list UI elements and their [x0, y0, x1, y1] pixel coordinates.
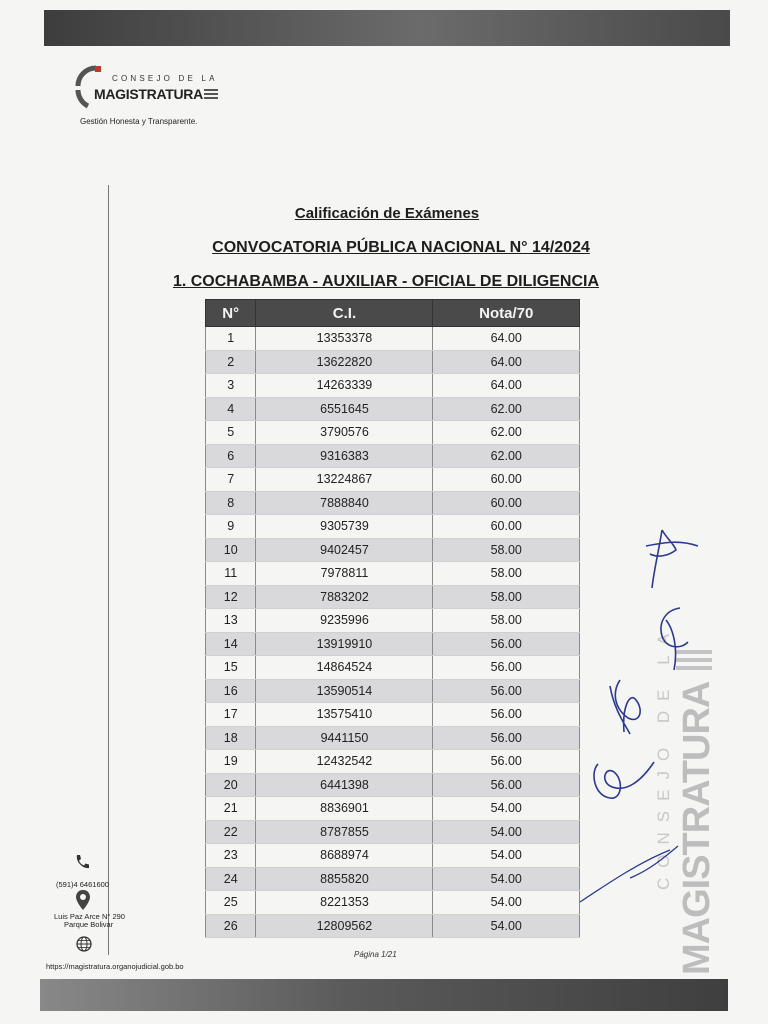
- globe-icon: [76, 936, 92, 952]
- top-header-band: [44, 10, 730, 46]
- table-row: [206, 750, 580, 774]
- table-row: [206, 421, 580, 445]
- bottom-footer-band: [40, 979, 728, 1011]
- cell-nota: 64.00: [433, 374, 580, 398]
- table-body: [206, 327, 580, 938]
- cell-nota: 54.00: [433, 844, 580, 868]
- cell-nota: 62.00: [433, 421, 580, 445]
- cell-ci: 8787855: [256, 820, 433, 844]
- cell-ci: 8836901: [256, 797, 433, 821]
- cell-number: 19: [206, 750, 256, 774]
- cell-nota: 58.00: [433, 585, 580, 609]
- cell-ci: 8855820: [256, 867, 433, 891]
- cell-number: 3: [206, 374, 256, 398]
- page-number: Página 1/21: [354, 950, 397, 959]
- cell-number: 9: [206, 515, 256, 539]
- cell-number: 21: [206, 797, 256, 821]
- table-row: [206, 444, 580, 468]
- cell-ci: 8221353: [256, 891, 433, 915]
- table-row: [206, 703, 580, 727]
- table-row: [206, 656, 580, 680]
- table-row: [206, 468, 580, 492]
- location-pin-icon: [76, 890, 90, 910]
- cell-ci: 7883202: [256, 585, 433, 609]
- cell-nota: 56.00: [433, 726, 580, 750]
- table-row: [206, 397, 580, 421]
- cell-ci: 9316383: [256, 444, 433, 468]
- cell-number: 22: [206, 820, 256, 844]
- cell-ci: 13622820: [256, 350, 433, 374]
- cell-nota: 56.00: [433, 703, 580, 727]
- table-row: [206, 374, 580, 398]
- cell-number: 15: [206, 656, 256, 680]
- table-row: [206, 797, 580, 821]
- table-row: [206, 773, 580, 797]
- table-row: [206, 867, 580, 891]
- table-row: [206, 844, 580, 868]
- cell-number: 1: [206, 327, 256, 351]
- contact-address-line2: Parque Bolivar: [64, 920, 114, 929]
- cell-ci: 13919910: [256, 632, 433, 656]
- cell-ci: 9441150: [256, 726, 433, 750]
- cell-ci: 7888840: [256, 491, 433, 515]
- seal-magistratura-text: MAGISTRATURA: [676, 681, 718, 975]
- table-row: [206, 914, 580, 938]
- cell-ci: 13590514: [256, 679, 433, 703]
- cell-number: 13: [206, 609, 256, 633]
- cell-nota: 60.00: [433, 491, 580, 515]
- table-row: [206, 585, 580, 609]
- cell-ci: 13224867: [256, 468, 433, 492]
- table-header-row: [206, 300, 580, 327]
- cell-ci: 9402457: [256, 538, 433, 562]
- cell-ci: 6551645: [256, 397, 433, 421]
- cell-number: 6: [206, 444, 256, 468]
- cell-number: 2: [206, 350, 256, 374]
- cell-nota: 54.00: [433, 891, 580, 915]
- table-row: [206, 350, 580, 374]
- cell-ci: 7978811: [256, 562, 433, 586]
- handwritten-signatures: [570, 510, 720, 910]
- cell-number: 16: [206, 679, 256, 703]
- contact-address-line1: Luis Paz Arce N° 290: [54, 912, 125, 921]
- cell-number: 11: [206, 562, 256, 586]
- cell-nota: 64.00: [433, 350, 580, 374]
- contact-url[interactable]: https://magistratura.organojudicial.gob.bo: [46, 962, 184, 971]
- cell-ci: 12432542: [256, 750, 433, 774]
- column-header-ci: C.I.: [256, 300, 433, 327]
- logo-name-text: MAGISTRATURA: [94, 86, 203, 102]
- table-row: [206, 679, 580, 703]
- cell-number: 23: [206, 844, 256, 868]
- contact-phone: (591)4 6461600: [56, 880, 109, 889]
- table-row: [206, 891, 580, 915]
- cell-number: 26: [206, 914, 256, 938]
- logo: [74, 60, 244, 130]
- column-header-number: N°: [206, 300, 256, 327]
- cell-nota: 56.00: [433, 773, 580, 797]
- cell-number: 20: [206, 773, 256, 797]
- table-row: [206, 327, 580, 351]
- margin-line: [108, 185, 109, 955]
- cell-number: 18: [206, 726, 256, 750]
- cell-ci: 6441398: [256, 773, 433, 797]
- seal-consejo-text: CONSEJO DE LA: [654, 623, 673, 890]
- cell-nota: 56.00: [433, 632, 580, 656]
- table-row: [206, 491, 580, 515]
- cell-number: 17: [206, 703, 256, 727]
- cell-nota: 56.00: [433, 656, 580, 680]
- cell-ci: 9305739: [256, 515, 433, 539]
- cell-number: 8: [206, 491, 256, 515]
- cell-ci: 3790576: [256, 421, 433, 445]
- phone-icon: [74, 854, 90, 870]
- cell-nota: 56.00: [433, 750, 580, 774]
- cell-ci: 8688974: [256, 844, 433, 868]
- table-row: [206, 632, 580, 656]
- table-row: [206, 562, 580, 586]
- convocatoria-heading: CONVOCATORIA PÚBLICA NACIONAL N° 14/2024: [212, 239, 590, 256]
- cell-nota: 58.00: [433, 609, 580, 633]
- cell-nota: 62.00: [433, 444, 580, 468]
- cell-number: 12: [206, 585, 256, 609]
- cell-ci: 12809562: [256, 914, 433, 938]
- table-row: [206, 820, 580, 844]
- cell-nota: 56.00: [433, 679, 580, 703]
- cell-ci: 13575410: [256, 703, 433, 727]
- table-row: [206, 515, 580, 539]
- cell-number: 14: [206, 632, 256, 656]
- grades-table: [205, 299, 580, 938]
- cell-nota: 58.00: [433, 562, 580, 586]
- cell-number: 5: [206, 421, 256, 445]
- cell-number: 25: [206, 891, 256, 915]
- cell-ci: 14864524: [256, 656, 433, 680]
- cell-number: 7: [206, 468, 256, 492]
- table-row: [206, 609, 580, 633]
- table-row: [206, 538, 580, 562]
- cell-nota: 54.00: [433, 820, 580, 844]
- logo-consejo-text: CONSEJO DE LA: [112, 74, 218, 83]
- table-row: [206, 726, 580, 750]
- cell-number: 10: [206, 538, 256, 562]
- contact-block: [44, 850, 224, 975]
- cell-ci: 14263339: [256, 374, 433, 398]
- cell-ci: 9235996: [256, 609, 433, 633]
- logo-slogan: Gestión Honesta y Transparente.: [80, 117, 198, 126]
- cell-nota: 54.00: [433, 797, 580, 821]
- cell-nota: 64.00: [433, 327, 580, 351]
- cell-nota: 60.00: [433, 468, 580, 492]
- cell-ci: 13353378: [256, 327, 433, 351]
- cell-nota: 62.00: [433, 397, 580, 421]
- cell-nota: 54.00: [433, 867, 580, 891]
- cell-number: 4: [206, 397, 256, 421]
- logo-lines-icon: [204, 88, 218, 100]
- cell-nota: 58.00: [433, 538, 580, 562]
- column-header-nota: Nota/70: [433, 300, 580, 327]
- document-title: Calificación de Exámenes: [294, 205, 480, 222]
- cell-nota: 60.00: [433, 515, 580, 539]
- cell-number: 24: [206, 867, 256, 891]
- section-heading: 1. COCHABAMBA - AUXILIAR - OFICIAL DE DILIGENCIA: [172, 273, 600, 290]
- cell-nota: 54.00: [433, 914, 580, 938]
